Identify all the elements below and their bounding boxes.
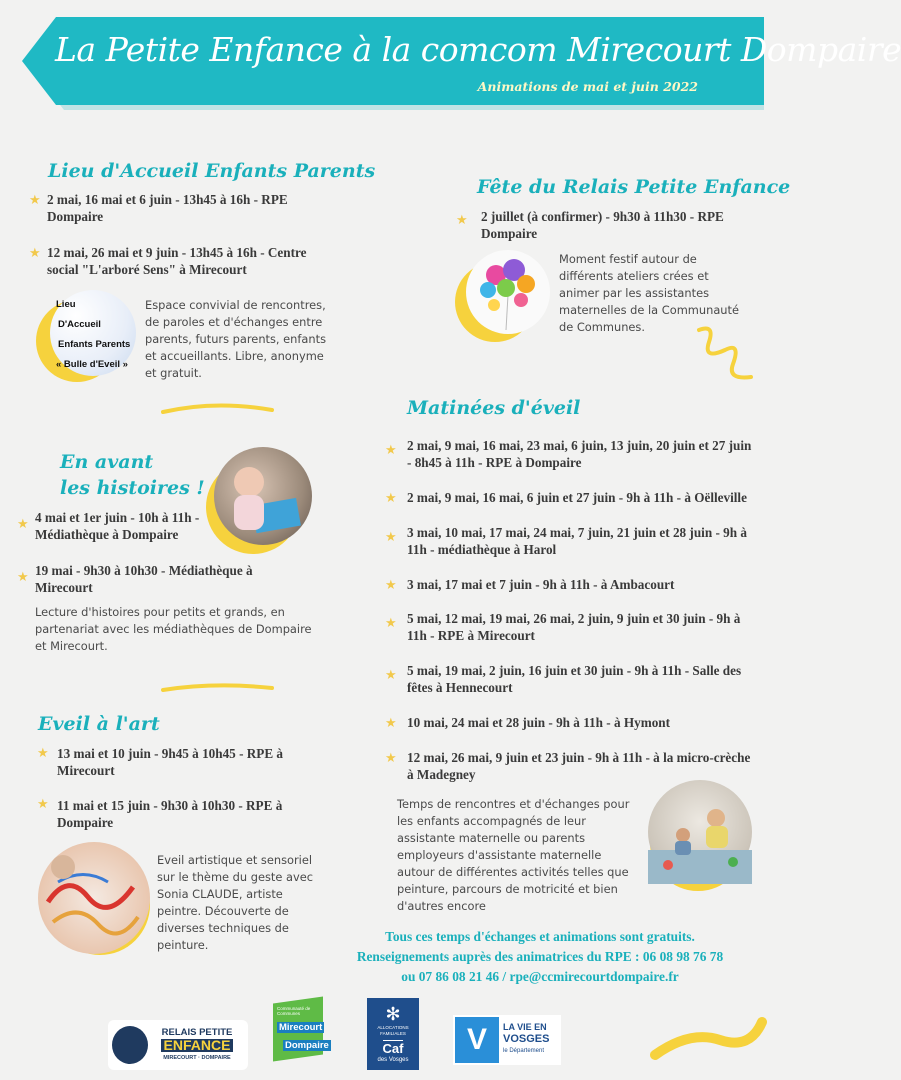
eveil-art-description: Eveil artistique et sensoriel sur le thème du geste avec Sonia CLAUDE, artiste peintre. Découverte de diverses techniques de peinture. <box>157 853 313 952</box>
matinees-heading: Matinées d'éveil <box>407 397 581 419</box>
list-item <box>385 489 757 524</box>
star-icon: ★ <box>17 570 29 585</box>
star-icon: ★ <box>29 193 41 208</box>
list-item <box>385 662 757 714</box>
page-subtitle: Animations de mai et juin 2022 <box>477 79 698 94</box>
matinees-item-text: 2 mai, 9 mai, 16 mai, 6 juin et 27 juin - 9h à 11h - à Oëlleville <box>407 490 747 505</box>
laep-heading: Lieu d'Accueil Enfants Parents <box>48 160 376 182</box>
list-item <box>385 524 757 576</box>
histoires-heading-line1: En avant <box>60 451 154 473</box>
matinees-item-text: 10 mai, 24 mai et 28 juin - 9h à 11h - à Hymont <box>407 715 671 730</box>
laep-logo <box>50 290 136 376</box>
comcom-logo-line2: Mirecourt <box>279 1022 323 1033</box>
caf-logo <box>367 998 419 1070</box>
star-icon: ★ <box>385 751 397 766</box>
comcom-logo-line3: Dompaire <box>285 1040 329 1051</box>
laep-item-2: 12 mai, 26 mai et 9 juin - 13h45 à 16h - Centre social "L'arboré Sens" à Mirecourt <box>47 245 307 277</box>
fete-description: Moment festif autour de différents ateliers crées et animer par les assistantes maternelles de la Communauté de Communes. <box>559 252 740 334</box>
caf-flower-icon: ✻ <box>385 1004 401 1025</box>
elephant-icon <box>112 1026 148 1064</box>
yellow-swoosh-decoration <box>160 400 275 420</box>
caf-logo-line3: des Vosges <box>377 1057 409 1063</box>
laep-logo-line2: D'Accueil <box>58 319 101 330</box>
playroom-photo <box>648 780 752 884</box>
child-reading-photo <box>214 447 312 545</box>
eveil-art-item-2: 11 mai et 15 juin - 9h30 à 10h30 - RPE à Dompaire <box>57 798 283 830</box>
matinees-item-text: 5 mai, 12 mai, 19 mai, 26 mai, 2 juin, 9 juin et 30 juin - 9h à 11h - RPE à Mirecourt <box>407 611 741 643</box>
histoires-item-1: 4 mai et 1er juin - 10h à 11h - Médiathèque à Dompaire <box>35 510 200 542</box>
histoires-heading <box>60 449 205 501</box>
laep-item-1: 2 mai, 16 mai et 6 juin - 13h45 à 16h - RPE Dompaire <box>47 192 288 224</box>
footer-info <box>320 927 760 987</box>
histoires-item-2: 19 mai - 9h30 à 10h30 - Médiathèque à Mirecourt <box>35 563 253 595</box>
star-icon: ★ <box>385 668 397 683</box>
vosges-logo-line3: le Département <box>503 1048 545 1054</box>
histoires-description: Lecture d'histoires pour petits et grands, en partenariat avec les médiathèques de Dompaire et Mirecourt. <box>35 605 312 653</box>
footer-line2: Renseignements auprès des animatrices du RPE : 06 08 98 76 78 <box>356 949 724 964</box>
vosges-logo <box>453 1015 561 1065</box>
page-title: La Petite Enfance à la comcom Mirecourt Dompaire <box>55 30 901 69</box>
rpe-logo-line1: RELAIS PETITE <box>161 1026 233 1038</box>
caf-logo-line2: Caf <box>382 1041 404 1056</box>
yellow-squiggle-decoration <box>695 322 755 387</box>
star-icon: ★ <box>385 530 397 545</box>
star-icon: ★ <box>385 578 397 593</box>
list-item <box>385 437 757 489</box>
footer-line3: ou 07 86 08 21 46 / rpe@ccmirecourtdompaire.fr <box>401 969 679 984</box>
laep-logo-line4: « Bulle d'Eveil » <box>56 359 128 370</box>
comcom-logo-line1: Communauté de Communes <box>277 1006 311 1016</box>
balloons-image <box>466 250 550 334</box>
caf-logo-line1: ALLOCATIONS FAMILIALES <box>377 1025 409 1036</box>
histoires-heading-line2: les histoires ! <box>60 477 205 499</box>
star-icon: ★ <box>385 716 397 731</box>
list-item <box>385 610 757 662</box>
star-icon: ★ <box>385 443 397 458</box>
yellow-swoosh-decoration <box>160 680 275 700</box>
laep-logo-line1: Lieu <box>56 299 76 310</box>
rpe-logo <box>108 1020 248 1070</box>
eveil-art-item-1: 13 mai et 10 juin - 9h45 à 10h45 - RPE à Mirecourt <box>57 746 284 778</box>
matinees-item-text: 3 mai, 10 mai, 17 mai, 24 mai, 7 juin, 21 juin et 28 juin - 9h à 11h - médiathèque à Harol <box>407 525 747 557</box>
vosges-logo-line2: VOSGES <box>503 1033 550 1045</box>
star-icon: ★ <box>37 797 49 812</box>
laep-logo-line3: Enfants Parents <box>58 339 131 350</box>
matinees-item-text: 12 mai, 26 mai, 9 juin et 23 juin - 9h à 11h - à la micro-crèche à Madegney <box>407 750 751 782</box>
rpe-logo-line2: ENFANCE <box>161 1039 234 1052</box>
star-icon: ★ <box>385 616 397 631</box>
star-icon: ★ <box>37 746 49 761</box>
painting-photo <box>38 842 150 954</box>
matinees-item-text: 3 mai, 17 mai et 7 juin - 9h à 11h - à Ambacourt <box>407 577 675 592</box>
list-item <box>385 576 757 610</box>
star-icon: ★ <box>385 491 397 506</box>
matinees-list <box>385 437 757 799</box>
star-icon: ★ <box>17 517 29 532</box>
star-icon: ★ <box>29 246 41 261</box>
fete-heading: Fête du Relais Petite Enfance <box>477 176 791 198</box>
comcom-logo <box>273 1000 333 1070</box>
matinees-description: Temps de rencontres et d'échanges pour les enfants accompagnés de leur assistante maternelle ou parents employeurs d'assistante maternelle autour de différentes activités telles que peinture, parcours de motricité et bien d'autres encore <box>397 797 630 913</box>
matinees-item-text: 5 mai, 19 mai, 2 juin, 16 juin et 30 juin - 9h à 11h - Salle des fêtes à Hennecourt <box>407 663 742 695</box>
eveil-art-heading: Eveil à l'art <box>38 713 160 735</box>
list-item <box>385 714 757 749</box>
fete-item-1: 2 juillet (à confirmer) - 9h30 à 11h30 - RPE Dompaire <box>481 209 724 241</box>
matinees-item-text: 2 mai, 9 mai, 16 mai, 23 mai, 6 juin, 13 juin, 20 juin et 27 juin - 8h45 à 11h - RPE à Dompaire <box>407 438 752 470</box>
vosges-logo-line1: LA VIE EN <box>503 1022 547 1032</box>
footer-line1: Tous ces temps d'échanges et animations sont gratuits. <box>385 929 695 944</box>
rpe-logo-line3: MIRECOURT · DOMPAIRE <box>163 1054 231 1061</box>
yellow-brush-decoration <box>650 1010 764 1080</box>
vosges-logo-letter: V <box>455 1017 499 1063</box>
laep-description: Espace convivial de rencontres, de paroles et d'échanges entre parents, futurs parents, enfants et accueillants. Libre, anonyme et gratuit. <box>145 298 327 380</box>
star-icon: ★ <box>456 213 468 228</box>
